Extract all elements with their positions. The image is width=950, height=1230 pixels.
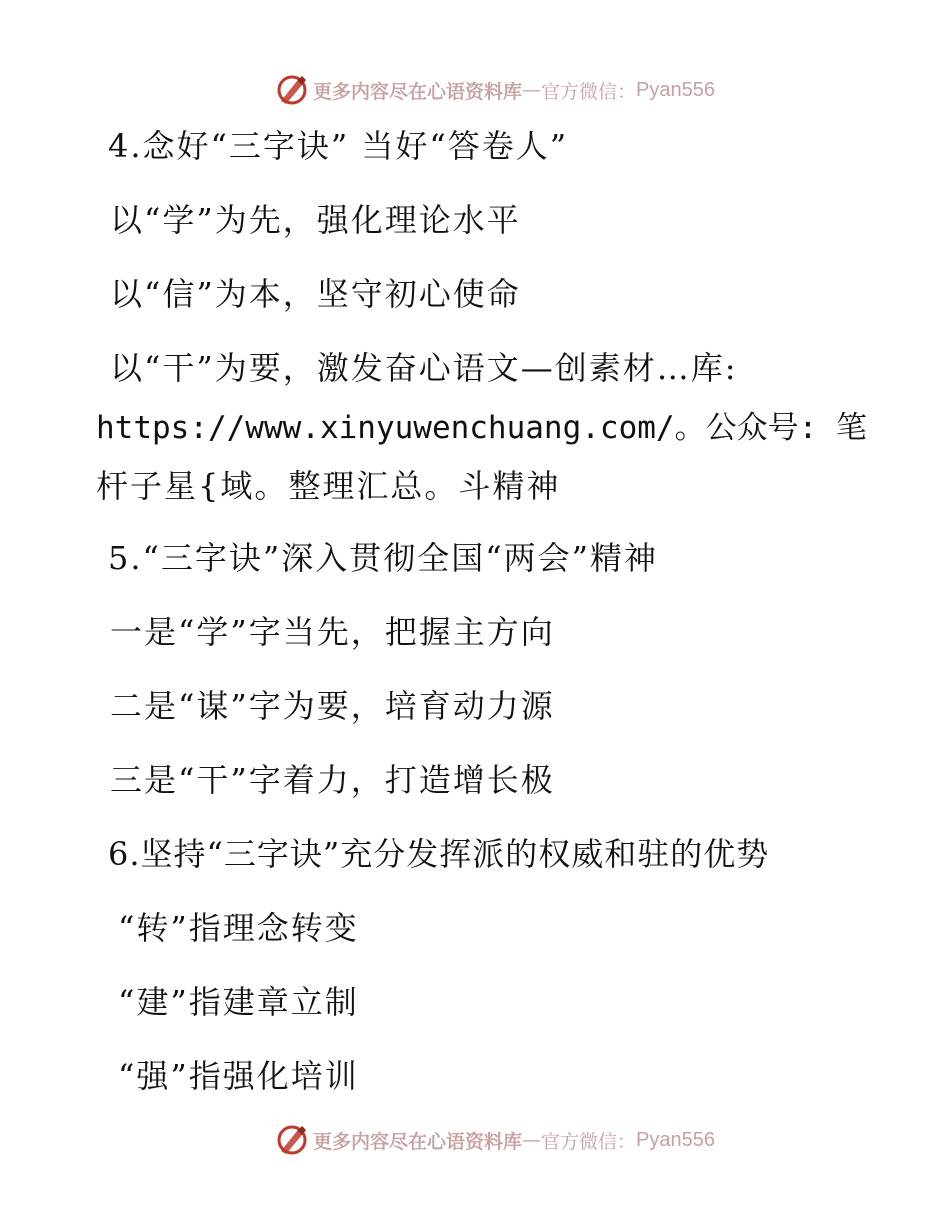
text-line: 以“学”为先，强化理论水平 — [110, 201, 521, 239]
pen-logo-icon — [275, 1123, 309, 1157]
banner-dash: — — [522, 1129, 542, 1151]
banner-dash: — — [522, 79, 542, 101]
text-line: “转”指理念转变 — [118, 909, 359, 947]
header-banner — [0, 70, 950, 110]
banner-title: 更多内容尽在心语资料库 — [313, 1130, 523, 1153]
text-line: 以“信”为本，坚守初心使命 — [110, 275, 521, 313]
banner-wechat-label: 官方微信： — [541, 80, 637, 103]
text-line: 杆子星{域。整理汇总。斗精神 — [96, 467, 561, 505]
heading-item-5: 5.“三字诀”深入贯彻全国“两会”精神 — [108, 539, 658, 577]
pen-logo-icon — [275, 73, 309, 107]
heading-item-6: 6.坚持“三字诀”充分发挥派的权威和驻的优势 — [108, 835, 770, 873]
banner-wechat-id: Pyan556 — [636, 1128, 715, 1151]
footer-banner — [0, 1120, 950, 1160]
text-line: 二是“谋”字为要，培育动力源 — [110, 687, 555, 725]
text-line: 三是“干”字着力，打造增长极 — [110, 761, 555, 799]
text-line: 一是“学”字当先，把握主方向 — [110, 613, 555, 651]
banner-title: 更多内容尽在心语资料库 — [313, 80, 523, 103]
banner-wechat-label: 官方微信： — [541, 1130, 637, 1153]
text-line: “建”指建章立制 — [118, 983, 359, 1021]
text-line: “强”指强化培训 — [118, 1057, 359, 1095]
banner-wechat-id: Pyan556 — [636, 78, 715, 101]
text-line: 以“干”为要，激发奋心语文—创素材…库: — [110, 349, 738, 387]
text-line-url: https://www.xinyuwenchuang.com/。公众号: 笔 — [96, 410, 867, 446]
heading-item-4: 4.念好“三字诀” 当好“答卷人” — [108, 127, 569, 165]
